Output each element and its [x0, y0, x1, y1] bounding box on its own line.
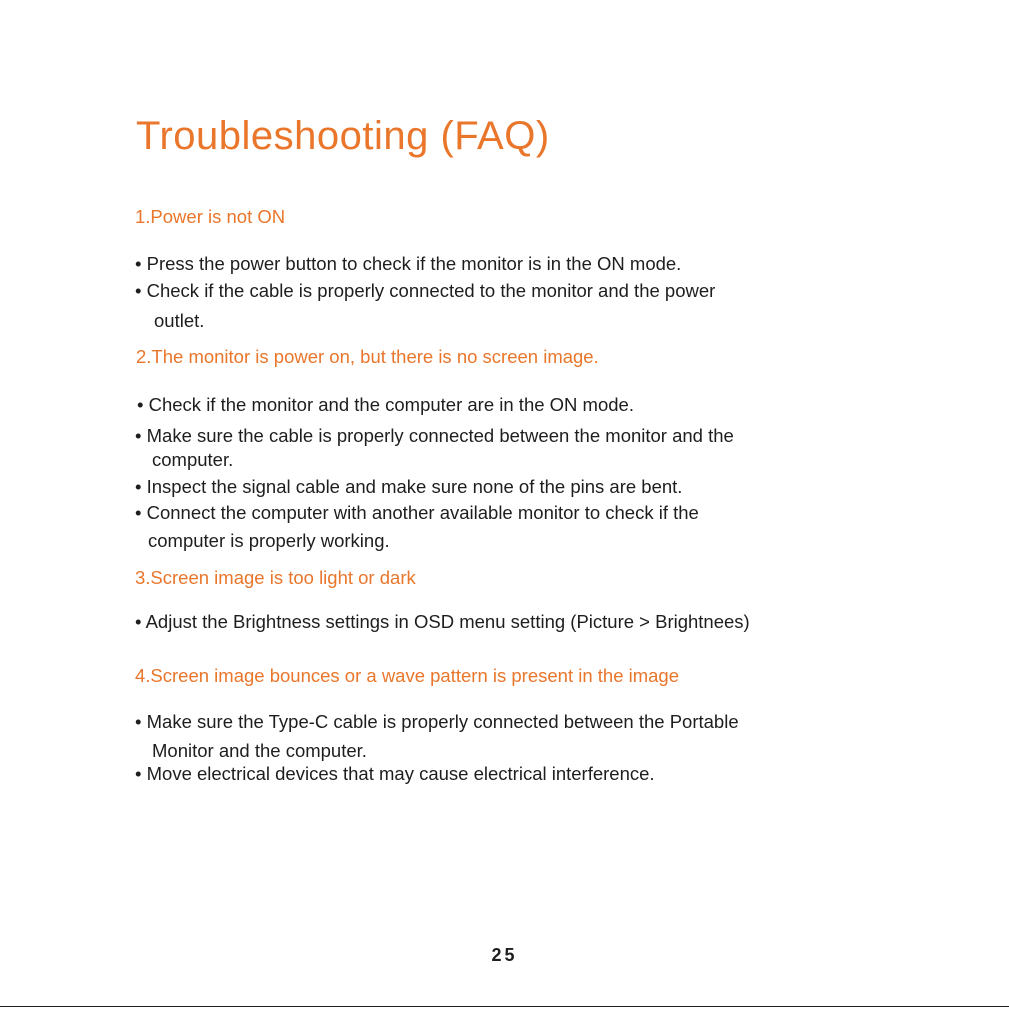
section-4-line-1: • Make sure the Type-C cable is properly connected between the Portable [135, 711, 739, 732]
section-2-line-6: computer is properly working. [148, 530, 390, 551]
section-2-line-3: computer. [152, 449, 234, 470]
bottom-divider [0, 1006, 1009, 1007]
section-2-line-1: • Check if the monitor and the computer are in the ON mode. [137, 394, 634, 415]
section-4-heading: 4.Screen image bounces or a wave pattern is present in the image [135, 665, 680, 686]
page-number: 25 [491, 945, 518, 965]
section-1-line-1: • Press the power button to check if the monitor is in the ON mode. [135, 253, 682, 274]
section-3-line-1: • Adjust the Brightness settings in OSD menu setting (Picture > Brightnees) [135, 611, 750, 632]
section-1-heading: 1.Power is not ON [135, 206, 286, 227]
page-title: Troubleshooting (FAQ) [136, 114, 550, 158]
section-2-line-2: • Make sure the cable is properly connected between the monitor and the [135, 425, 734, 446]
section-4-line-3: • Move electrical devices that may cause electrical interference. [135, 763, 655, 784]
section-2-heading: 2.The monitor is power on, but there is no screen image. [136, 346, 599, 367]
section-2-line-4: • Inspect the signal cable and make sure none of the pins are bent. [135, 476, 683, 497]
section-2-line-5: • Connect the computer with another available monitor to check if the [135, 502, 699, 523]
section-4-line-2: Monitor and the computer. [152, 740, 367, 761]
section-1-line-2: • Check if the cable is properly connected to the monitor and the power [135, 280, 716, 301]
section-1-line-3: outlet. [154, 310, 205, 331]
section-3-heading: 3.Screen image is too light or dark [135, 567, 416, 588]
